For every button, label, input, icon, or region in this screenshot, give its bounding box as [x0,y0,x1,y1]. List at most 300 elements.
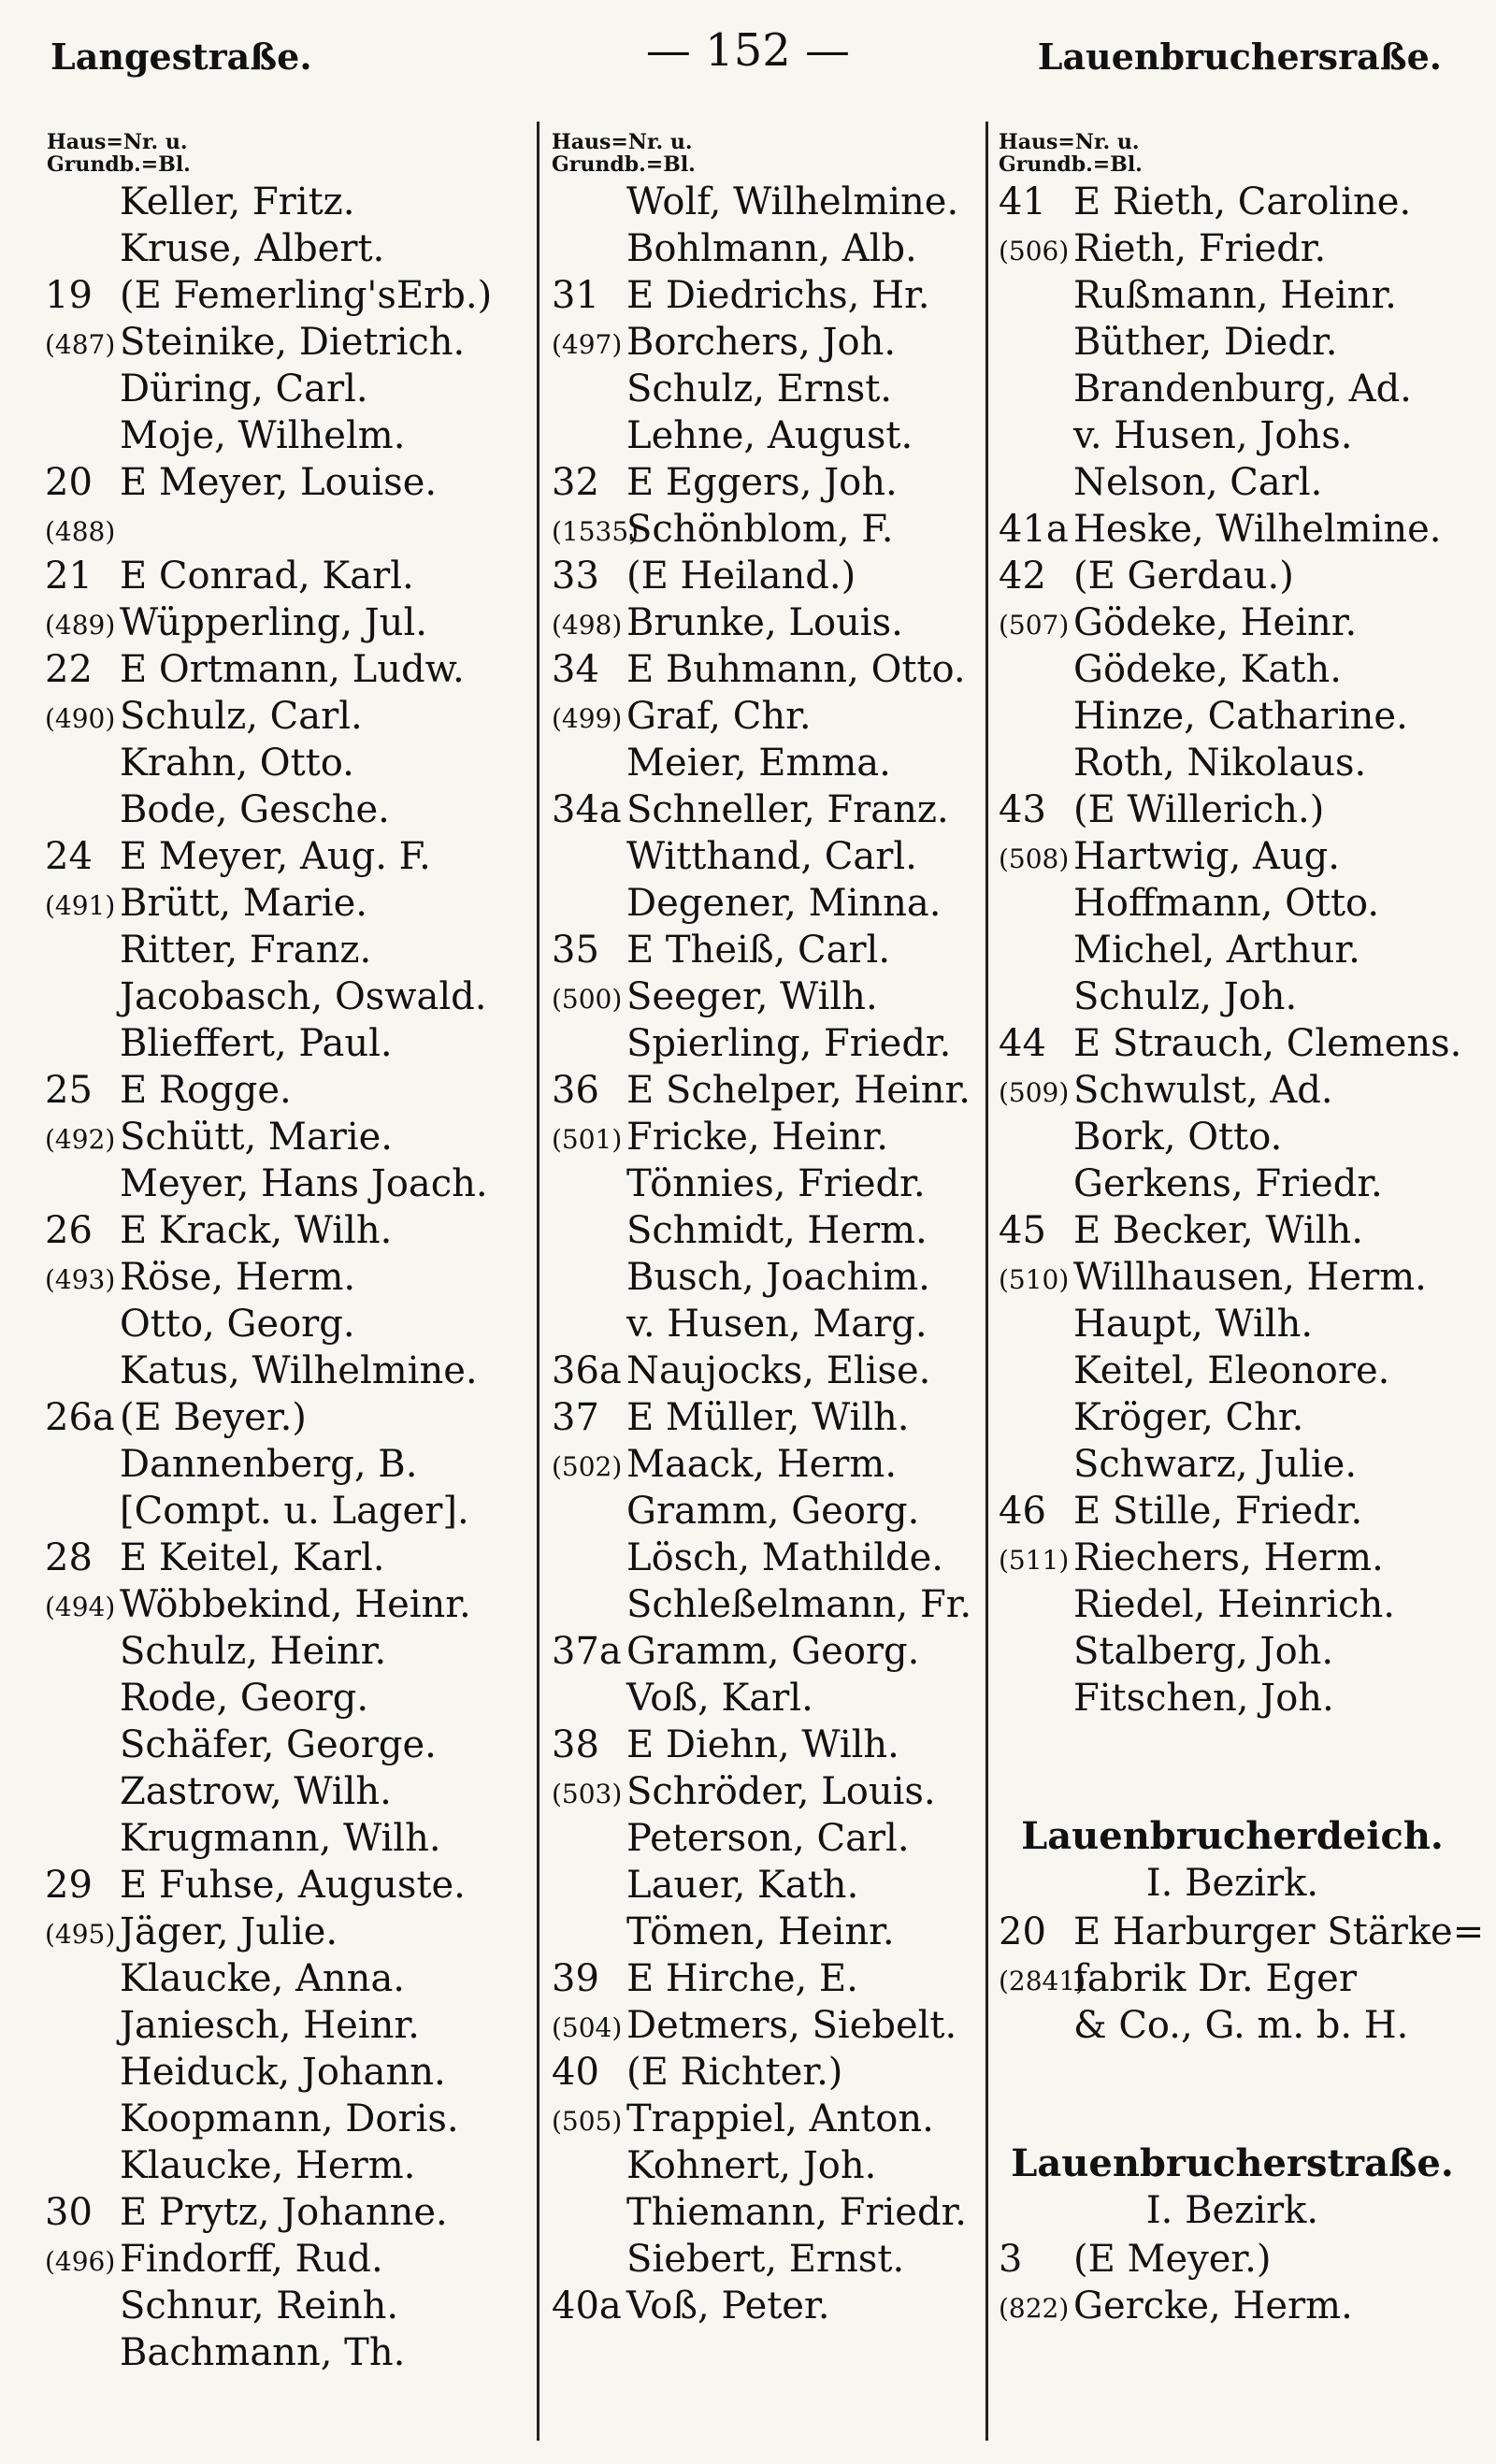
district-name: I. Bezirk. [1145,1862,1319,1905]
directory-column-2 [552,178,991,2328]
column-header-line: Haus=Nr. u. [552,130,693,154]
resident-name: E Schelper, Heinr. [626,1069,971,1112]
page-number: — 152 — [645,24,851,77]
land-register-number: (489) [45,610,116,641]
resident-name: Rode, Georg. [120,1677,369,1720]
house-number: 43 [999,788,1046,831]
resident-name: Meier, Emma. [626,742,891,785]
house-number: 24 [45,835,93,878]
spacer [999,1767,1466,1814]
directory-entry [999,739,1466,785]
directory-entry [45,1908,503,1954]
resident-name: Schäfer, George. [120,1723,437,1766]
house-number: 34a [552,788,622,831]
resident-name: E Krack, Wilh. [120,1209,393,1252]
resident-name: E Eggers, Joh. [626,461,898,504]
directory-entry [552,411,991,458]
resident-name: Düring, Carl. [120,367,368,411]
directory-entry [999,411,1466,458]
directory-entry [45,1814,503,1861]
directory-entry [45,1627,503,1674]
land-register-number: (495) [45,1919,116,1950]
resident-name: Schleßelmann, Fr. [626,1583,972,1626]
resident-name: Blieffert, Paul. [120,1022,393,1065]
resident-name: E Meyer, Aug. F. [120,835,431,878]
resident-name: Wüpperling, Jul. [120,601,427,644]
directory-entry [45,879,503,926]
resident-name: (E Willerich.) [1073,788,1325,831]
directory-entry [552,1627,991,1674]
resident-name: Klaucke, Herm. [120,2144,416,2187]
land-register-number: (503) [552,1779,623,1809]
resident-name: Borchers, Joh. [626,321,897,364]
directory-entry [552,926,991,973]
directory-column-1 [45,178,503,2375]
directory-entry [552,645,991,692]
land-register-number: (1535) [552,516,640,547]
directory-entry [552,1861,991,1908]
land-register-number: (504) [552,2012,623,2043]
resident-name: Röse, Herm. [120,1256,356,1299]
directory-entry [999,271,1466,318]
column-header-line: Grundb.=Bl. [552,152,696,177]
land-register-number: (497) [552,329,623,360]
directory-entry [45,598,503,645]
directory-entry [999,973,1466,1019]
directory-entry [45,926,503,973]
directory-entry [45,692,503,739]
resident-name: & Co., G. m. b. H. [1073,2004,1409,2047]
house-number: 19 [45,274,93,317]
resident-name: Rieth, Friedr. [1073,227,1327,270]
resident-name: Schröder, Louis. [626,1770,936,1813]
resident-name: Kohnert, Joh. [626,2144,877,2187]
spacer [999,2095,1466,2141]
directory-entry [999,1627,1466,1674]
resident-name: Dannenberg, B. [120,1443,418,1486]
directory-entry [552,1674,991,1721]
house-number: 41 [999,180,1046,223]
directory-entry [552,1534,991,1580]
land-register-number: (822) [999,2293,1070,2324]
directory-entry [999,1908,1485,1954]
resident-name: Nelson, Carl. [1073,461,1323,504]
resident-name: E Harburger Stärke= [1073,1910,1485,1953]
directory-entry [552,1253,991,1300]
directory-entry [999,1580,1466,1627]
resident-name: E Rogge. [120,1069,292,1112]
house-number: 22 [45,648,93,691]
directory-entry [552,1580,991,1627]
directory-entry [45,739,503,785]
resident-name: Klaucke, Anna. [120,1957,405,2000]
column-header-line: Haus=Nr. u. [999,130,1140,154]
resident-name: Bode, Gesche. [120,788,390,831]
directory-entry [999,552,1466,598]
land-register-number: (500) [552,984,623,1015]
directory-entry [999,1440,1466,1487]
resident-name: Stalberg, Joh. [1073,1630,1334,1673]
directory-entry [552,1440,991,1487]
land-register-number: (494) [45,1592,116,1622]
directory-entry [552,2188,991,2235]
directory-entry [999,1534,1466,1580]
directory-entry [552,1113,991,1160]
house-number: 36 [552,1069,599,1112]
resident-name: v. Husen, Marg. [626,1303,928,1346]
running-head-left: Langestraße. [50,36,312,78]
column-header-line: Haus=Nr. u. [47,130,188,154]
resident-name: Graf, Chr. [626,695,812,738]
directory-entry [45,1300,503,1347]
directory-entry [999,365,1466,411]
directory-entry [45,2328,503,2375]
directory-entry [45,1347,503,1393]
directory-entry [45,2048,503,2095]
land-register-number: (508) [999,843,1070,874]
directory-entry [45,2095,503,2141]
resident-name: (E Meyer.) [1073,2238,1272,2281]
directory-entry [45,1066,503,1113]
resident-name: Kruse, Albert. [120,227,385,270]
resident-name: (E Gerdau.) [1073,555,1294,598]
house-number: 33 [552,555,599,598]
directory-entry [45,973,503,1019]
resident-name: Bachmann, Th. [120,2331,406,2374]
resident-name: Heiduck, Johann. [120,2051,446,2094]
directory-entry [45,1113,503,1160]
resident-name: fabrik Dr. Eger [1073,1957,1357,2000]
resident-name: Tömen, Heinr. [626,1910,895,1953]
house-number: 21 [45,555,93,598]
land-register-number: (507) [999,610,1070,641]
running-head-right: Lauenbruchersraße. [1037,36,1442,78]
directory-entry [999,224,1466,271]
directory-entry [552,1066,991,1113]
resident-name: Findorff, Rud. [120,2238,383,2281]
directory-entry [999,2235,1466,2282]
directory-entry [552,598,991,645]
column-header [552,131,696,176]
resident-name: E Diedrichs, Hr. [626,274,930,317]
directory-entry [552,1160,991,1206]
directory-entry [552,1954,991,2001]
resident-name: Brunke, Louis. [626,601,903,644]
land-register-number: (493) [45,1264,116,1295]
resident-name: E Diehn, Wilh. [626,1723,899,1766]
house-number: 40a [552,2284,622,2327]
land-register-number: (487) [45,329,116,360]
resident-name: Hinze, Catharine. [1073,695,1408,738]
house-number: 28 [45,1536,93,1579]
directory-entry [45,411,503,458]
house-number: 29 [45,1864,93,1907]
directory-entry [999,598,1466,645]
directory-entry [552,2048,991,2095]
directory-entry [45,552,503,598]
directory-entry [999,879,1466,926]
resident-name: Gödeke, Heinr. [1073,601,1358,644]
directory-entry [552,224,991,271]
resident-name: Schwarz, Julie. [1073,1443,1358,1486]
directory-entry [45,1160,503,1206]
resident-name: Schönblom, F. [626,508,894,551]
resident-name: Voß, Peter. [626,2284,830,2327]
resident-name: Schmidt, Herm. [626,1209,928,1252]
resident-name: Keller, Fritz. [120,180,355,223]
directory-entry [999,1253,1466,1300]
directory-entry [45,785,503,832]
house-number: 40 [552,2051,599,2094]
resident-name: E Keitel, Karl. [120,1536,385,1579]
directory-entry [45,2282,503,2328]
directory-entry [45,1674,503,1721]
street-heading [999,1814,1466,1861]
resident-name: E Prytz, Johanne. [120,2191,448,2234]
resident-name: E Becker, Wilh. [1073,1209,1363,1252]
house-number: 36a [552,1349,622,1392]
directory-entry [45,1534,503,1580]
directory-entry [552,2235,991,2282]
column-header-line: Grundb.=Bl. [999,152,1143,177]
resident-name: Janiesch, Heinr. [120,2004,420,2047]
directory-entry [552,1487,991,1534]
directory-entry [45,1253,503,1300]
resident-name: Büther, Diedr. [1073,321,1338,364]
directory-entry [552,505,991,552]
directory-entry [552,178,991,224]
resident-name: Witthand, Carl. [626,835,917,878]
resident-name: Schütt, Marie. [120,1116,394,1159]
house-number: 44 [999,1022,1046,1065]
house-number: 46 [999,1490,1046,1533]
resident-name: Degener, Minna. [626,882,942,925]
resident-name: Rußmann, Heinr. [1073,274,1397,317]
resident-name: Gramm, Georg. [626,1630,920,1673]
resident-name: Schulz, Heinr. [120,1630,387,1673]
spacer [999,1721,1466,1767]
resident-name: Busch, Joachim. [626,1256,930,1299]
directory-entry [45,2001,503,2048]
house-number: 45 [999,1209,1046,1252]
directory-entry [552,271,991,318]
directory-entry [45,1206,503,1253]
directory-entry [552,1206,991,1253]
resident-name: Tönnies, Friedr. [626,1162,926,1205]
directory-entry [552,365,991,411]
directory-entry [45,832,503,879]
directory-entry [999,505,1466,552]
resident-name: [Compt. u. Lager]. [120,1490,469,1533]
resident-name: Steinike, Dietrich. [120,321,466,364]
directory-entry [552,1767,991,1814]
house-number: 32 [552,461,599,504]
directory-entry [45,1440,503,1487]
directory-entry [45,178,503,224]
resident-name: Keitel, Eleonore. [1073,1349,1390,1392]
resident-name: Hartwig, Aug. [1073,835,1340,878]
resident-name: Gercke, Herm. [1073,2284,1353,2327]
land-register-number: (502) [552,1451,623,1482]
resident-name: Heske, Wilhelmine. [1073,508,1442,551]
directory-entry [999,926,1466,973]
resident-name: Fitschen, Joh. [1073,1677,1334,1720]
directory-entry [999,2282,1466,2328]
land-register-number: (492) [45,1124,116,1155]
directory-entry [552,832,991,879]
directory-entry [999,1160,1466,1206]
street-name: Lauenbrucherstraße. [1011,2141,1454,2185]
resident-name: E Müller, Wilh. [626,1396,910,1439]
resident-name: Siebert, Ernst. [626,2238,905,2281]
directory-entry [552,2095,991,2141]
resident-name: Peterson, Carl. [626,1817,910,1860]
resident-name: Katus, Wilhelmine. [120,1349,478,1392]
directory-entry [552,1300,991,1347]
resident-name: Schneller, Franz. [626,788,949,831]
house-number: 37a [552,1630,622,1673]
resident-name: Hoffmann, Otto. [1073,882,1380,925]
directory-entry [552,318,991,365]
directory-entry [552,2001,991,2048]
directory-entry [999,832,1466,879]
directory-entry [999,692,1466,739]
directory-entry [552,2282,991,2328]
resident-name: Schulz, Ernst. [626,367,893,411]
directory-entry [45,2141,503,2188]
resident-name: E Hirche, E. [626,1957,858,2000]
resident-name: Seeger, Wilh. [626,975,878,1018]
directory-entry [999,645,1466,692]
resident-name: Meyer, Hans Joach. [120,1162,488,1205]
street-heading [999,2141,1466,2188]
land-register-number: (496) [45,2246,116,2277]
resident-name: Detmers, Siebelt. [626,2004,957,2047]
resident-name: Naujocks, Elise. [626,1349,931,1392]
directory-entry [45,505,503,552]
directory-entry [45,2188,503,2235]
directory-entry [999,2001,1466,2048]
directory-entry [999,178,1466,224]
column-header [47,131,191,176]
directory-entry [552,879,991,926]
directory-entry [552,785,991,832]
land-register-number: (506) [999,236,1070,267]
house-number: 25 [45,1069,93,1112]
land-register-number: (509) [999,1077,1070,1108]
directory-entry [999,458,1466,505]
resident-name: Jacobasch, Oswald. [120,975,487,1018]
house-number: 3 [999,2238,1023,2281]
land-register-number: (498) [552,610,623,641]
land-register-number: (499) [552,703,623,734]
directory-entry [45,365,503,411]
house-number: 26 [45,1209,93,1252]
directory-entry [45,458,503,505]
resident-name: Fricke, Heinr. [626,1116,888,1159]
directory-entry [999,785,1466,832]
directory-entry [45,318,503,365]
resident-name: Brandenburg, Ad. [1073,367,1412,411]
directory-entry [999,1300,1466,1347]
resident-name: Bork, Otto. [1073,1116,1283,1159]
directory-entry [552,739,991,785]
resident-name: Riedel, Heinrich. [1073,1583,1395,1626]
district-heading [999,1861,1466,1908]
directory-entry [999,1347,1466,1393]
resident-name: (E Richter.) [626,2051,843,2094]
resident-name: Spierling, Friedr. [626,1022,952,1065]
directory-entry [999,1113,1466,1160]
house-number: 35 [552,929,599,972]
directory-entry [45,1954,503,2001]
resident-name: (E Heiland.) [626,555,856,598]
land-register-number: (505) [552,2106,623,2137]
resident-name: Riechers, Herm. [1073,1536,1384,1579]
directory-entry [45,1580,503,1627]
resident-name: E Buhmann, Otto. [626,648,966,691]
resident-name: Maack, Herm. [626,1443,898,1486]
house-number: 26a [45,1396,115,1439]
directory-entry [552,1347,991,1393]
directory-entry [45,224,503,271]
directory-entry [45,1861,503,1908]
land-register-number: (510) [999,1264,1070,1295]
resident-name: Zastrow, Wilh. [120,1770,392,1813]
resident-name: Schnur, Reinh. [120,2284,399,2327]
resident-name: Ritter, Franz. [120,929,372,972]
house-number: 38 [552,1723,599,1766]
directory-entry [45,1393,503,1440]
resident-name: E Stille, Friedr. [1073,1490,1363,1533]
house-number: 39 [552,1957,599,2000]
land-register-number: (501) [552,1124,623,1155]
column-header [999,131,1143,176]
directory-entry [552,973,991,1019]
resident-name: Thiemann, Friedr. [626,2191,968,2234]
column-divider [537,122,539,2441]
resident-name: Voß, Karl. [626,1677,813,1720]
resident-name: E Theiß, Carl. [626,929,891,972]
directory-entry [45,645,503,692]
house-number: 20 [45,461,93,504]
resident-name: Brütt, Marie. [120,882,367,925]
resident-name: E Meyer, Louise. [120,461,438,504]
land-register-number: (511) [999,1545,1070,1576]
spacer [999,2048,1466,2095]
house-number: 31 [552,274,599,317]
resident-name: Schulz, Joh. [1073,975,1298,1018]
directory-entry [552,1721,991,1767]
resident-name: Kröger, Chr. [1073,1396,1304,1439]
directory-entry [999,318,1466,365]
resident-name: Wolf, Wilhelmine. [626,180,959,223]
resident-name: v. Husen, Johs. [1073,414,1353,457]
house-number: 20 [999,1910,1046,1953]
resident-name: Jäger, Julie. [120,1910,338,1953]
land-register-number: (490) [45,703,116,734]
directory-entry [552,458,991,505]
resident-name: E Fuhse, Auguste. [120,1864,466,1907]
directory-entry [999,1066,1466,1113]
column-header-line: Grundb.=Bl. [47,152,191,177]
house-number: 42 [999,555,1046,598]
directory-entry [45,2235,503,2282]
directory-entry [552,1019,991,1066]
resident-name: Haupt, Wilh. [1073,1303,1314,1346]
resident-name: Michel, Arthur. [1073,929,1360,972]
resident-name: Koopmann, Doris. [120,2097,459,2140]
